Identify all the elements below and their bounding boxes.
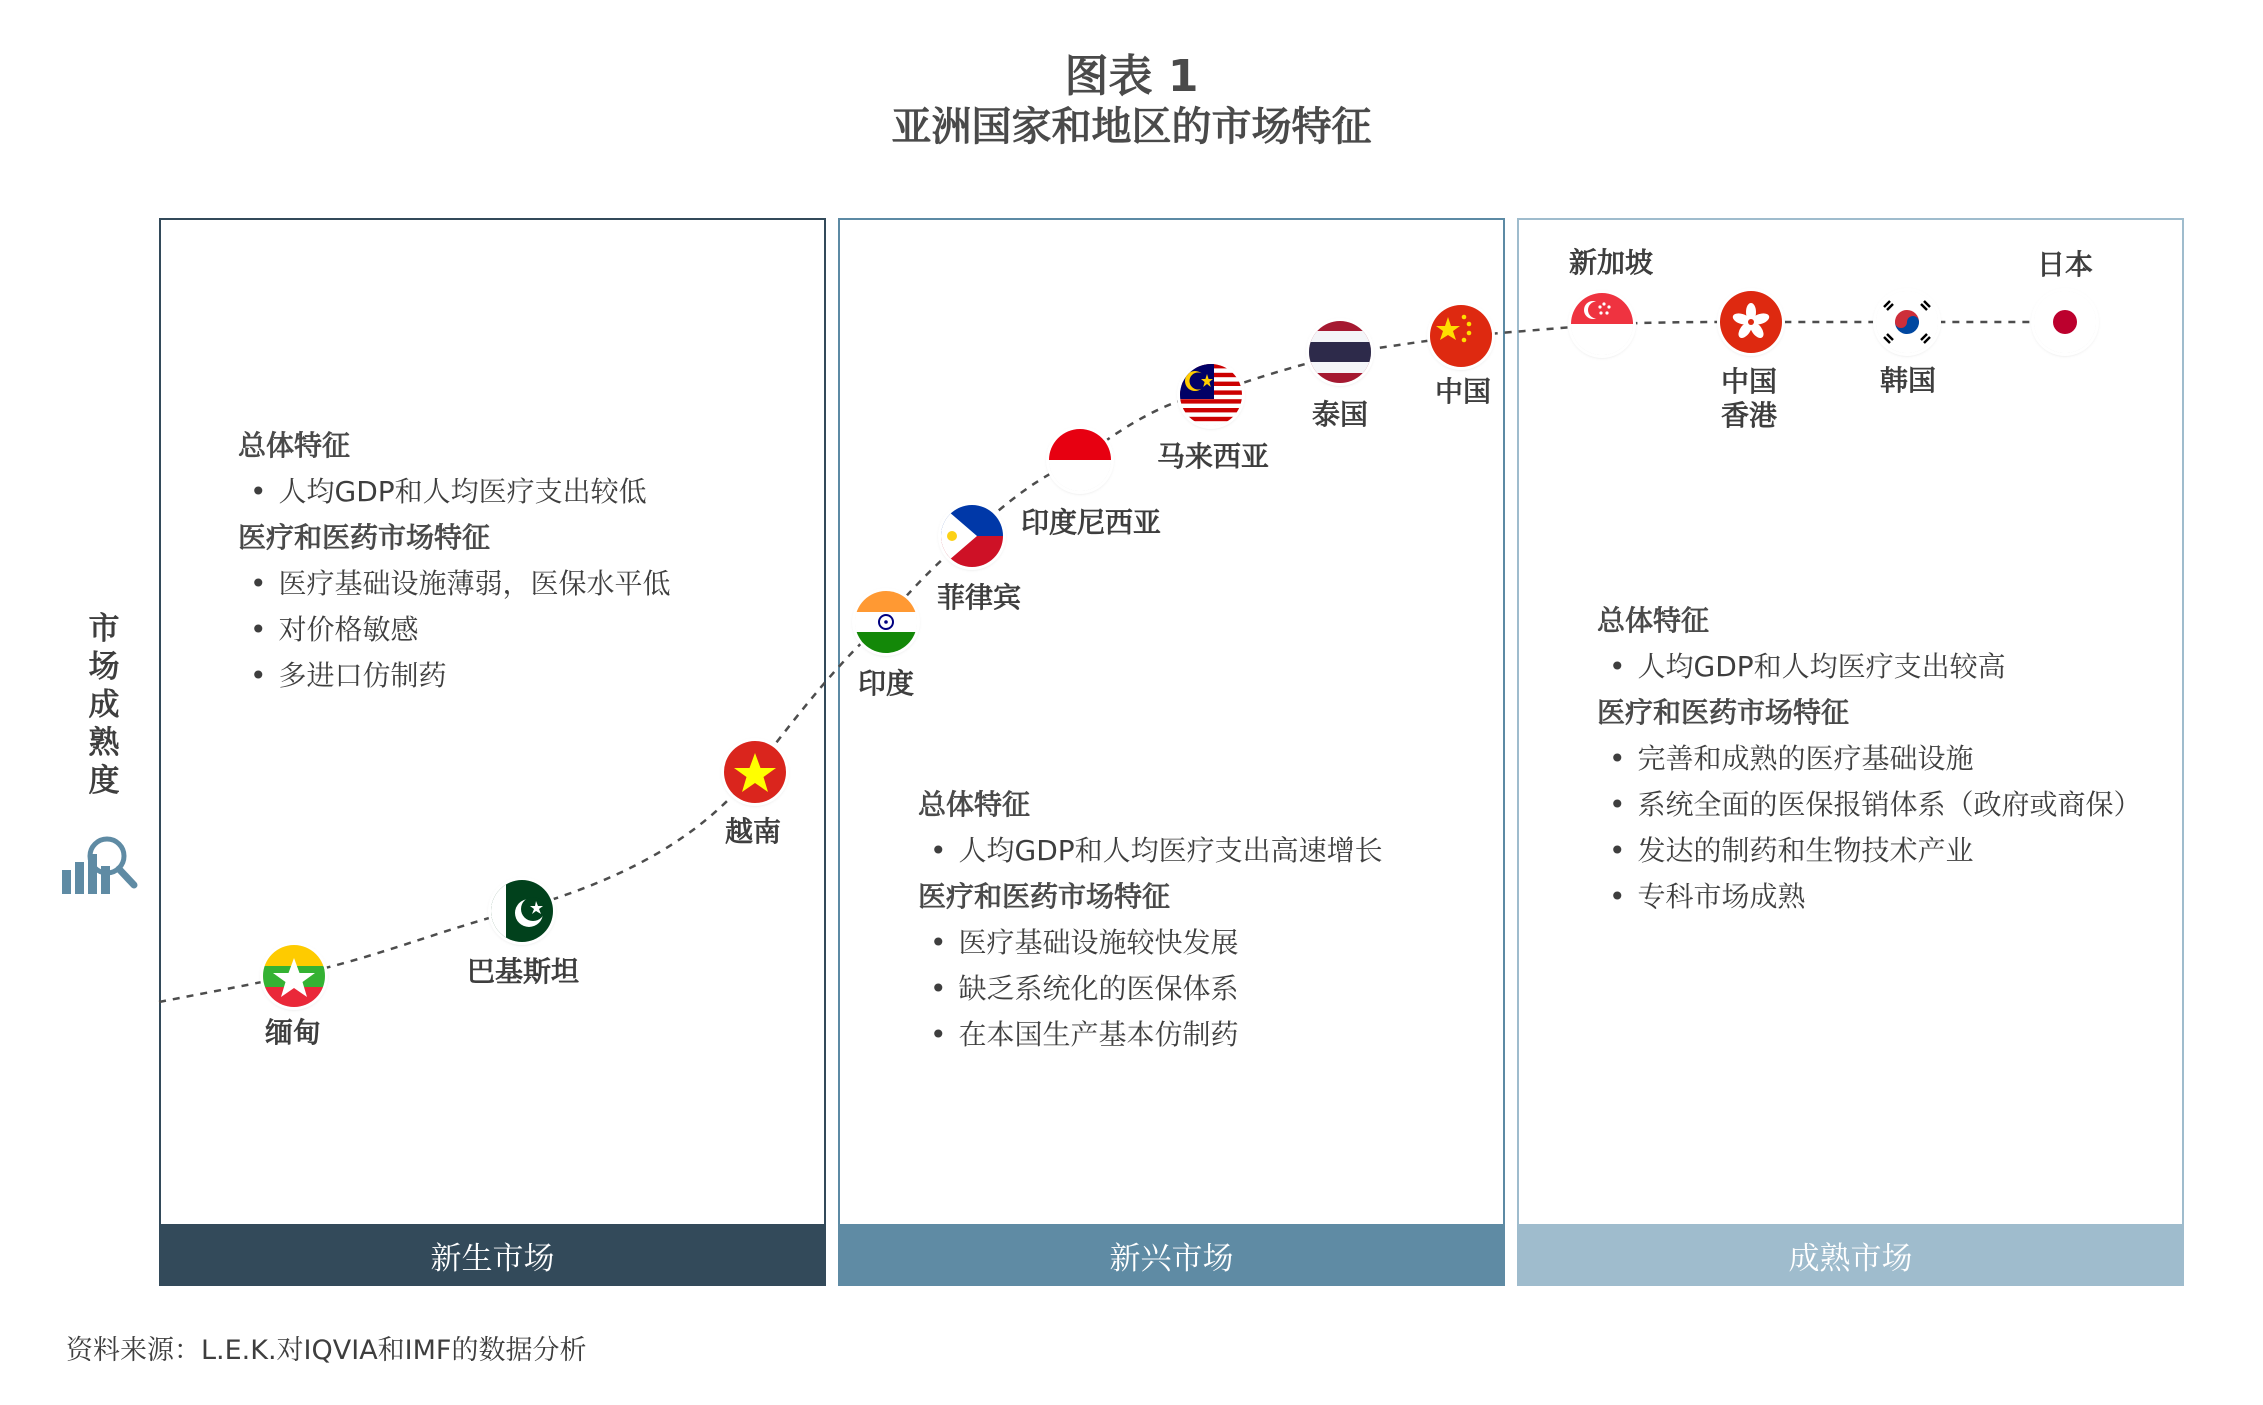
figure-title: 图表 1 bbox=[1064, 51, 1199, 102]
country-label-india: 印度 bbox=[858, 667, 915, 700]
general-heading: 总体特征 bbox=[238, 429, 351, 462]
south-korea-flag-icon bbox=[1876, 291, 1938, 353]
myanmar-flag-icon bbox=[263, 945, 325, 1007]
y-axis-char: 成 bbox=[88, 687, 120, 723]
bullet-item: • 发达的制药和生物技术产业 bbox=[1597, 828, 2142, 874]
hong-kong-flag-icon bbox=[1720, 291, 1782, 353]
bullet-item: • 多进口仿制药 bbox=[238, 653, 671, 699]
bullet-item: • 专科市场成熟 bbox=[1597, 874, 2142, 920]
vietnam-flag-icon bbox=[724, 741, 786, 803]
country-label-china: 中国 bbox=[1435, 375, 1492, 408]
country-label-pakistan: 巴基斯坦 bbox=[467, 955, 580, 988]
bullet-item: • 在本国生产基本仿制药 bbox=[918, 1012, 1383, 1058]
country-label-malaysia: 马来西亚 bbox=[1157, 440, 1270, 473]
singapore-flag-icon bbox=[1571, 293, 1633, 355]
bullet-item: • 人均GDP和人均医疗支出较低 bbox=[238, 469, 671, 515]
country-label-hong-kong-line1: 中国 bbox=[1721, 365, 1778, 398]
bullet-item: • 医疗基础设施较快发展 bbox=[918, 920, 1383, 966]
y-axis-char: 市 bbox=[88, 611, 120, 647]
general-heading: 总体特征 bbox=[918, 788, 1031, 821]
bullet-item: • 人均GDP和人均医疗支出高速增长 bbox=[918, 828, 1383, 874]
china-flag-icon bbox=[1430, 305, 1492, 367]
market-heading: 医疗和医药市场特征 bbox=[238, 521, 491, 554]
bullet-item: • 对价格敏感 bbox=[238, 607, 671, 653]
panel-footer-emerging: 新兴市场 bbox=[838, 1224, 1505, 1286]
general-heading: 总体特征 bbox=[1597, 604, 1710, 637]
india-flag-icon bbox=[855, 591, 917, 653]
country-label-japan: 日本 bbox=[2037, 248, 2094, 281]
bullet-item: • 完善和成熟的医疗基础设施 bbox=[1597, 736, 2142, 782]
country-label-hong-kong-line2: 香港 bbox=[1721, 399, 1778, 432]
philippines-flag-icon bbox=[941, 505, 1003, 567]
y-axis-char: 熟 bbox=[88, 725, 120, 761]
figure-subtitle: 亚洲国家和地区的市场特征 bbox=[891, 104, 1372, 150]
country-label-thailand: 泰国 bbox=[1312, 398, 1369, 431]
panel-footer-mature: 成熟市场 bbox=[1517, 1224, 2184, 1286]
market-heading: 医疗和医药市场特征 bbox=[1597, 696, 1850, 729]
country-label-hong-kong bbox=[1721, 365, 1777, 433]
pakistan-flag-icon bbox=[491, 880, 553, 942]
market-heading: 医疗和医药市场特征 bbox=[918, 880, 1171, 913]
bullet-item: • 人均GDP和人均医疗支出较高 bbox=[1597, 644, 2142, 690]
bullet-item: • 缺乏系统化的医保体系 bbox=[918, 966, 1383, 1012]
japan-flag-icon bbox=[2034, 291, 2096, 353]
country-label-indonesia: 印度尼西亚 bbox=[1021, 506, 1162, 539]
bullet-item: • 医疗基础设施薄弱，医保水平低 bbox=[238, 561, 671, 607]
country-label-singapore: 新加坡 bbox=[1569, 246, 1654, 279]
country-label-korea: 韩国 bbox=[1880, 364, 1937, 397]
malaysia-flag-icon bbox=[1180, 364, 1242, 426]
country-label-myanmar: 缅甸 bbox=[265, 1016, 322, 1049]
indonesia-flag-icon bbox=[1049, 429, 1111, 491]
country-label-philippines: 菲律宾 bbox=[937, 581, 1022, 614]
bullet-item: • 系统全面的医保报销体系（政府或商保） bbox=[1597, 782, 2142, 828]
y-axis-char: 度 bbox=[88, 763, 120, 799]
source-note: 资料来源：L.E.K.对IQVIA和IMF的数据分析 bbox=[66, 1335, 587, 1366]
panel-footer-nascent: 新生市场 bbox=[159, 1224, 826, 1286]
y-axis-char: 场 bbox=[88, 649, 120, 685]
country-label-vietnam: 越南 bbox=[725, 815, 782, 848]
thailand-flag-icon bbox=[1309, 321, 1371, 383]
